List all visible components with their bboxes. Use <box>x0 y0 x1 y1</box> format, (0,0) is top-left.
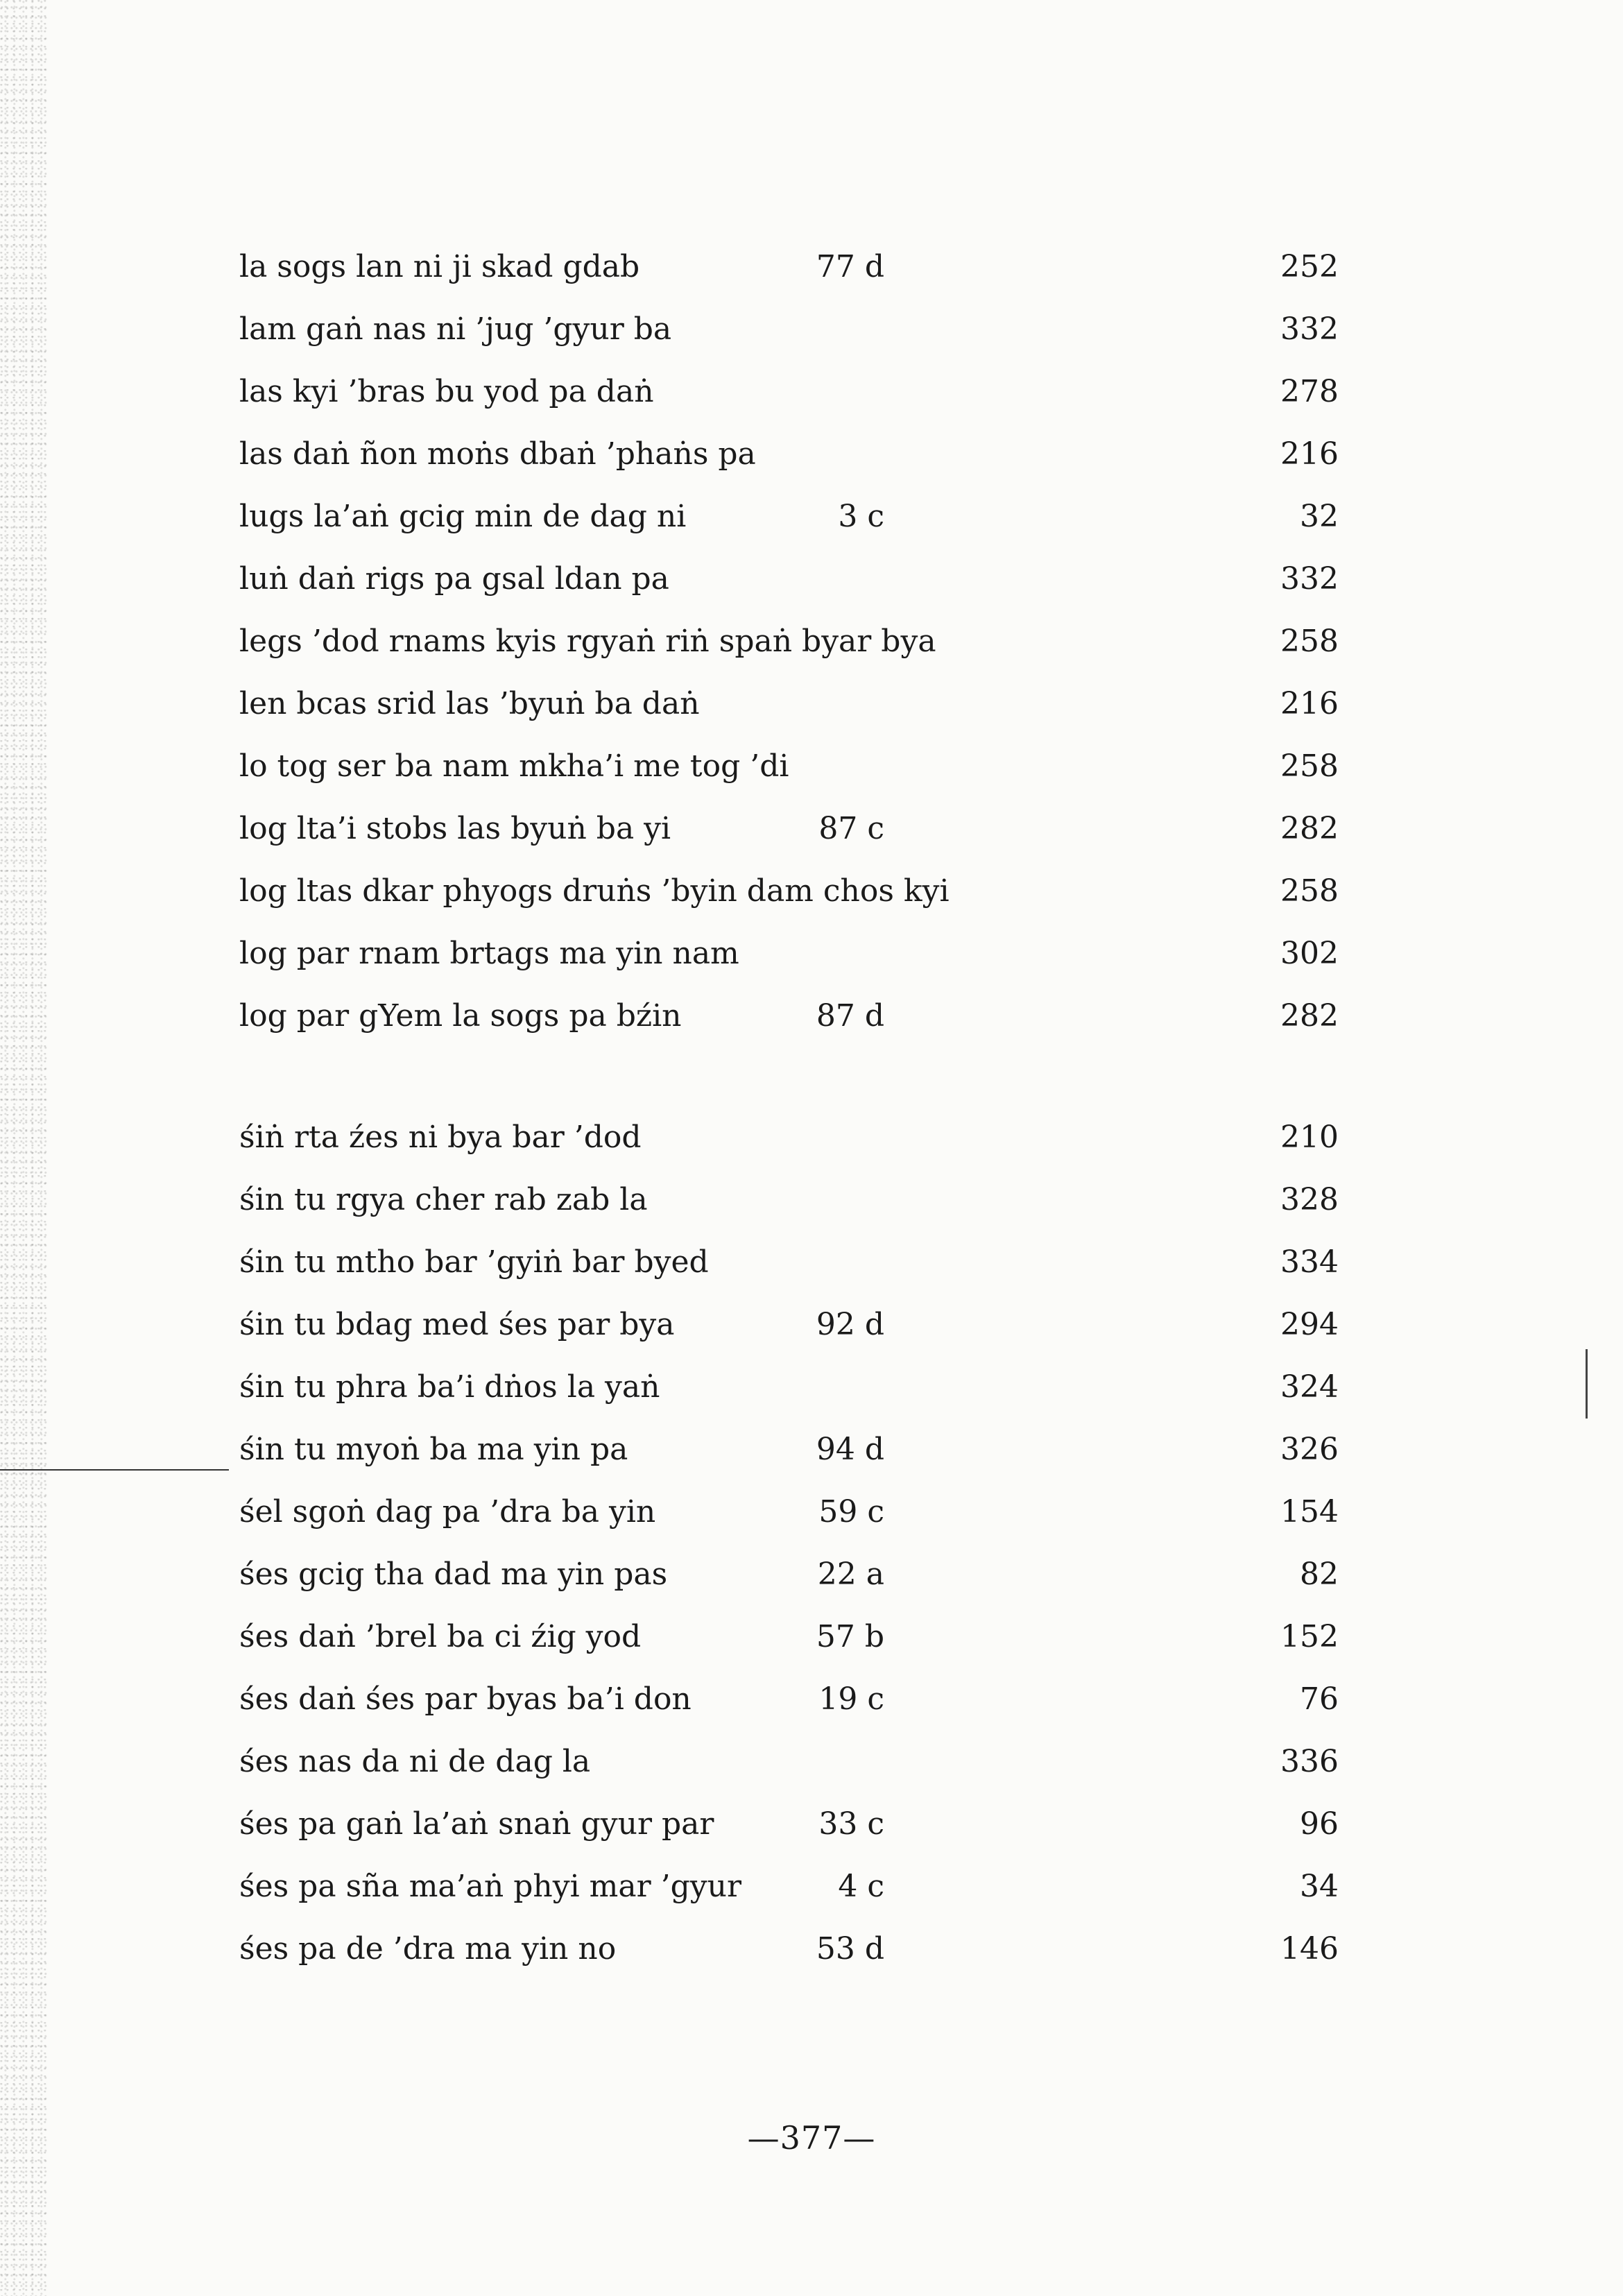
index-entry-row <box>0 929 1623 978</box>
entry-page-number: 328 <box>1280 1182 1339 1217</box>
entry-verse-reference: 53 d <box>816 1931 884 1967</box>
entry-phrase: las kyi ’bras bu yod pa daṅ <box>239 374 654 409</box>
entry-page-number: 258 <box>1280 624 1339 659</box>
index-entry-row <box>0 555 1623 603</box>
entry-phrase: lugs la’aṅ gcig min de dag ni <box>239 499 687 534</box>
index-entry-row <box>0 1301 1623 1349</box>
index-entry-row <box>0 1738 1623 1786</box>
entry-phrase: śes gcig tha dad ma yin pas <box>239 1557 668 1592</box>
entry-page-number: 252 <box>1280 249 1339 284</box>
index-entry-row <box>0 1550 1623 1599</box>
entry-page-number: 278 <box>1280 374 1339 409</box>
entry-verse-reference: 3 c <box>838 499 884 534</box>
entry-page-number: 324 <box>1280 1369 1339 1405</box>
entry-page-number: 34 <box>1300 1869 1339 1904</box>
index-entry-row <box>0 368 1623 416</box>
entry-page-number: 258 <box>1280 748 1339 784</box>
entry-page-number: 326 <box>1280 1432 1339 1467</box>
entry-page-number: 334 <box>1280 1244 1339 1280</box>
entry-page-number: 82 <box>1300 1557 1339 1592</box>
entry-phrase: la sogs lan ni ji skad gdab <box>239 249 640 284</box>
index-entry-row <box>0 1363 1623 1412</box>
entry-phrase: las daṅ ñon moṅs dbaṅ ’phaṅs pa <box>239 436 756 472</box>
entry-phrase: śel sgoṅ dag pa ’dra ba yin <box>239 1494 656 1530</box>
entry-page-number: 146 <box>1280 1931 1339 1967</box>
index-entry-row <box>0 430 1623 479</box>
entry-phrase: legs ’dod rnams kyis rgyaṅ riṅ spaṅ byar bya <box>239 624 936 659</box>
entry-page-number: 332 <box>1280 311 1339 347</box>
entry-verse-reference: 92 d <box>816 1307 884 1342</box>
index-entry-row <box>0 1238 1623 1287</box>
entry-phrase: śes pa sña ma’aṅ phyi mar ’gyur <box>239 1869 741 1904</box>
index-entry-row <box>0 617 1623 666</box>
entry-phrase: lo tog ser ba nam mkha’i me tog ’di <box>239 748 789 784</box>
entry-page-number: 216 <box>1280 436 1339 472</box>
entry-page-number: 332 <box>1280 561 1339 597</box>
entry-phrase: śes daṅ ’brel ba ci źig yod <box>239 1619 642 1654</box>
index-entry-row <box>0 1862 1623 1911</box>
entry-page-number: 216 <box>1280 686 1339 721</box>
entry-phrase: śin tu rgya cher rab zab la <box>239 1182 648 1217</box>
entry-verse-reference: 57 b <box>816 1619 884 1654</box>
index-entry-row <box>0 1425 1623 1474</box>
entry-phrase: śiṅ rta źes ni bya bar ’dod <box>239 1120 642 1155</box>
entry-verse-reference: 77 d <box>816 249 884 284</box>
entry-phrase: śin tu mtho bar ’gyiṅ bar byed <box>239 1244 709 1280</box>
index-entry-row <box>0 1925 1623 1973</box>
index-entry-row <box>0 1176 1623 1224</box>
entry-verse-reference: 94 d <box>816 1432 884 1467</box>
index-entry-row <box>0 305 1623 354</box>
index-entry-row <box>0 1800 1623 1849</box>
index-entry-row <box>0 680 1623 728</box>
entry-phrase: log par rnam brtags ma yin nam <box>239 936 739 971</box>
index-entry-row <box>0 1113 1623 1162</box>
entry-verse-reference: 22 a <box>817 1557 884 1592</box>
entry-phrase: log lta’i stobs las byuṅ ba yi <box>239 811 671 846</box>
entry-phrase: lam gaṅ nas ni ’jug ’gyur ba <box>239 311 672 347</box>
entry-phrase: śes nas da ni de dag la <box>239 1744 591 1779</box>
entry-phrase: śin tu myoṅ ba ma yin pa <box>239 1432 628 1467</box>
entry-page-number: 76 <box>1300 1681 1339 1717</box>
entry-page-number: 294 <box>1280 1307 1339 1342</box>
entry-phrase: len bcas srid las ’byuṅ ba daṅ <box>239 686 700 721</box>
entry-page-number: 210 <box>1280 1120 1339 1155</box>
entry-phrase: śes pa de ’dra ma yin no <box>239 1931 617 1967</box>
entry-page-number: 282 <box>1280 811 1339 846</box>
entry-verse-reference: 87 c <box>818 811 884 846</box>
index-entry-row <box>0 1488 1623 1536</box>
index-entry-row <box>0 867 1623 916</box>
index-entry-row <box>0 1613 1623 1661</box>
index-entry-row <box>0 1675 1623 1724</box>
entry-verse-reference: 19 c <box>818 1681 884 1717</box>
entry-verse-reference: 4 c <box>838 1869 884 1904</box>
entry-verse-reference: 59 c <box>818 1494 884 1530</box>
entry-page-number: 32 <box>1300 499 1339 534</box>
entry-page-number: 336 <box>1280 1744 1339 1779</box>
entry-verse-reference: 87 d <box>816 998 884 1034</box>
entry-page-number: 282 <box>1280 998 1339 1034</box>
entry-phrase: luṅ daṅ rigs pa gsal ldan pa <box>239 561 669 597</box>
entry-phrase: śin tu bdag med śes par bya <box>239 1307 675 1342</box>
entry-page-number: 258 <box>1280 873 1339 909</box>
index-entry-row <box>0 742 1623 791</box>
entry-verse-reference: 33 c <box>818 1806 884 1842</box>
index-entry-row <box>0 805 1623 853</box>
entry-phrase: śes pa gaṅ la’aṅ snaṅ gyur par <box>239 1806 714 1842</box>
entry-phrase: śin tu phra ba’i dṅos la yaṅ <box>239 1369 660 1405</box>
entry-phrase: log ltas dkar phyogs druṅs ’byin dam chos kyi <box>239 873 950 909</box>
entry-page-number: 152 <box>1280 1619 1339 1654</box>
entry-phrase: log par gYem la sogs pa bźin <box>239 998 682 1034</box>
index-entry-row <box>0 992 1623 1040</box>
page-number-footer: —377— <box>747 2119 876 2157</box>
entry-page-number: 302 <box>1280 936 1339 971</box>
entry-page-number: 154 <box>1280 1494 1339 1530</box>
entry-phrase: śes daṅ śes par byas ba’i don <box>239 1681 692 1717</box>
index-entry-row <box>0 243 1623 291</box>
index-entry-row <box>0 492 1623 541</box>
entry-page-number: 96 <box>1300 1806 1339 1842</box>
